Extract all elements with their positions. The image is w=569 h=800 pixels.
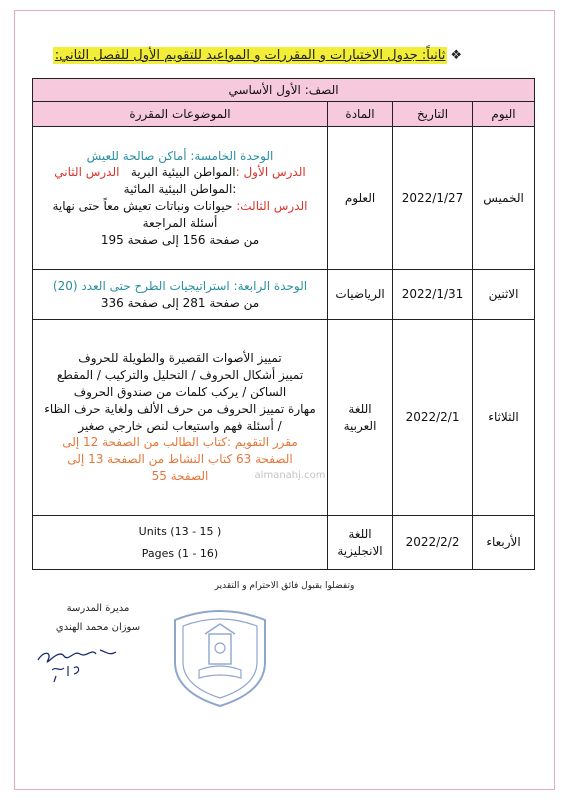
lesson-text: حيوانات ونباتات تعيش معاً حتى نهاية [52, 199, 237, 213]
day-cell: الخميس [473, 127, 535, 270]
grade-row [33, 79, 535, 102]
handwritten-signature [34, 640, 124, 690]
subject-cell [328, 516, 393, 570]
lesson-label: الدرس الأول : [235, 165, 306, 180]
col-header-date: التاريخ [393, 102, 473, 127]
date-cell: 2022/1/27 [393, 127, 473, 270]
date-cell: 2022/1/31 [393, 270, 473, 320]
day-cell: الثلاثاء [473, 320, 535, 516]
review-text: أسئلة المراجعة [142, 215, 218, 230]
topics-cell [33, 127, 328, 270]
evaluation-line: مقرر التقويم :كتاب الطالب من الصفحة 12 إلى [62, 435, 298, 450]
heading-text: ثانياً: جدول الاختبارات و المقررات و المواعيد للتقويم الأول للفصل الثاني: [54, 48, 446, 63]
col-header-day: اليوم [473, 102, 535, 127]
topics-cell [33, 516, 328, 570]
subject-line: اللغة [348, 526, 372, 541]
subject-cell [328, 320, 393, 516]
subject-line: العربية [343, 418, 377, 433]
pages-range: Pages (1 - 16) [141, 546, 219, 560]
subject-cell: العلوم [328, 127, 393, 270]
units-range: Units (13 - 15 ) [138, 525, 222, 539]
topics-cell [33, 270, 328, 320]
diamond-bullet-icon: ❖ [450, 48, 462, 63]
grade-label: الصف: الأول الأساسي [33, 79, 535, 102]
lesson-text: المواطن البيئية البرية [130, 165, 236, 180]
unit-title: الوحدة الخامسة: أماكن صالحة للعيش [86, 148, 274, 163]
date-cell: 2022/2/2 [393, 516, 473, 570]
topic-line: مهارة تمييز الحروف من حرف الألف ولغاية حرف الظاء [44, 401, 316, 416]
lesson-line [37, 164, 323, 181]
page-range: من صفحة 281 إلى صفحة 336 [100, 295, 260, 310]
lesson-line [37, 198, 323, 215]
lesson-text: :المواطن البيئية المائية [123, 182, 237, 197]
table-row [33, 516, 535, 570]
topics-cell [33, 320, 328, 516]
school-seal-icon [165, 600, 275, 710]
date-cell: 2022/2/1 [393, 320, 473, 516]
col-header-topics: الموضوعات المقررة [33, 102, 328, 127]
day-cell: الاثنين [473, 270, 535, 320]
signature-name: سوزان محمد الهندي [55, 622, 141, 633]
topic-line: تمييز الأصوات القصيرة والطويلة للحروف [78, 351, 282, 366]
evaluation-line: الصفحة 63 كتاب النشاط من الصفحة 13 إلى [67, 452, 293, 467]
unit-title: الوحدة الرابعة: استراتيجيات الطرح حتى العدد (20) [52, 278, 308, 293]
page-range: من صفحة 156 إلى صفحة 195 [100, 232, 260, 247]
col-header-subject: المادة [328, 102, 393, 127]
day-cell: الأربعاء [473, 516, 535, 570]
lesson-label: الدرس الثاني [54, 165, 120, 180]
evaluation-line: الصفحة 55 [151, 468, 209, 483]
topic-line: الساكن / يركب كلمات من صندوق الحروف [73, 384, 287, 399]
subject-cell: الرياضيات [328, 270, 393, 320]
topic-line: / أسئلة فهم واستيعاب لنص خارجي صغير [78, 418, 282, 433]
table-row [33, 127, 535, 270]
table-row [33, 270, 535, 320]
subject-line: الانجليزية [337, 543, 383, 558]
table-row [33, 320, 535, 516]
section-heading [54, 48, 462, 72]
lesson-label: الدرس الثالث: [236, 199, 308, 213]
watermark: almanahj.com [254, 470, 326, 481]
topic-line: تمييز أشكال الحروف / التحليل والتركيب / المقطع [56, 368, 304, 383]
header-row [33, 102, 535, 127]
signature-title: مديرة المدرسة [66, 603, 130, 614]
closing-text: وتفضلوا بقبول فائق الاحترام و التقدير [214, 581, 355, 591]
subject-line: اللغة [348, 401, 372, 416]
exam-schedule-table [32, 78, 535, 570]
